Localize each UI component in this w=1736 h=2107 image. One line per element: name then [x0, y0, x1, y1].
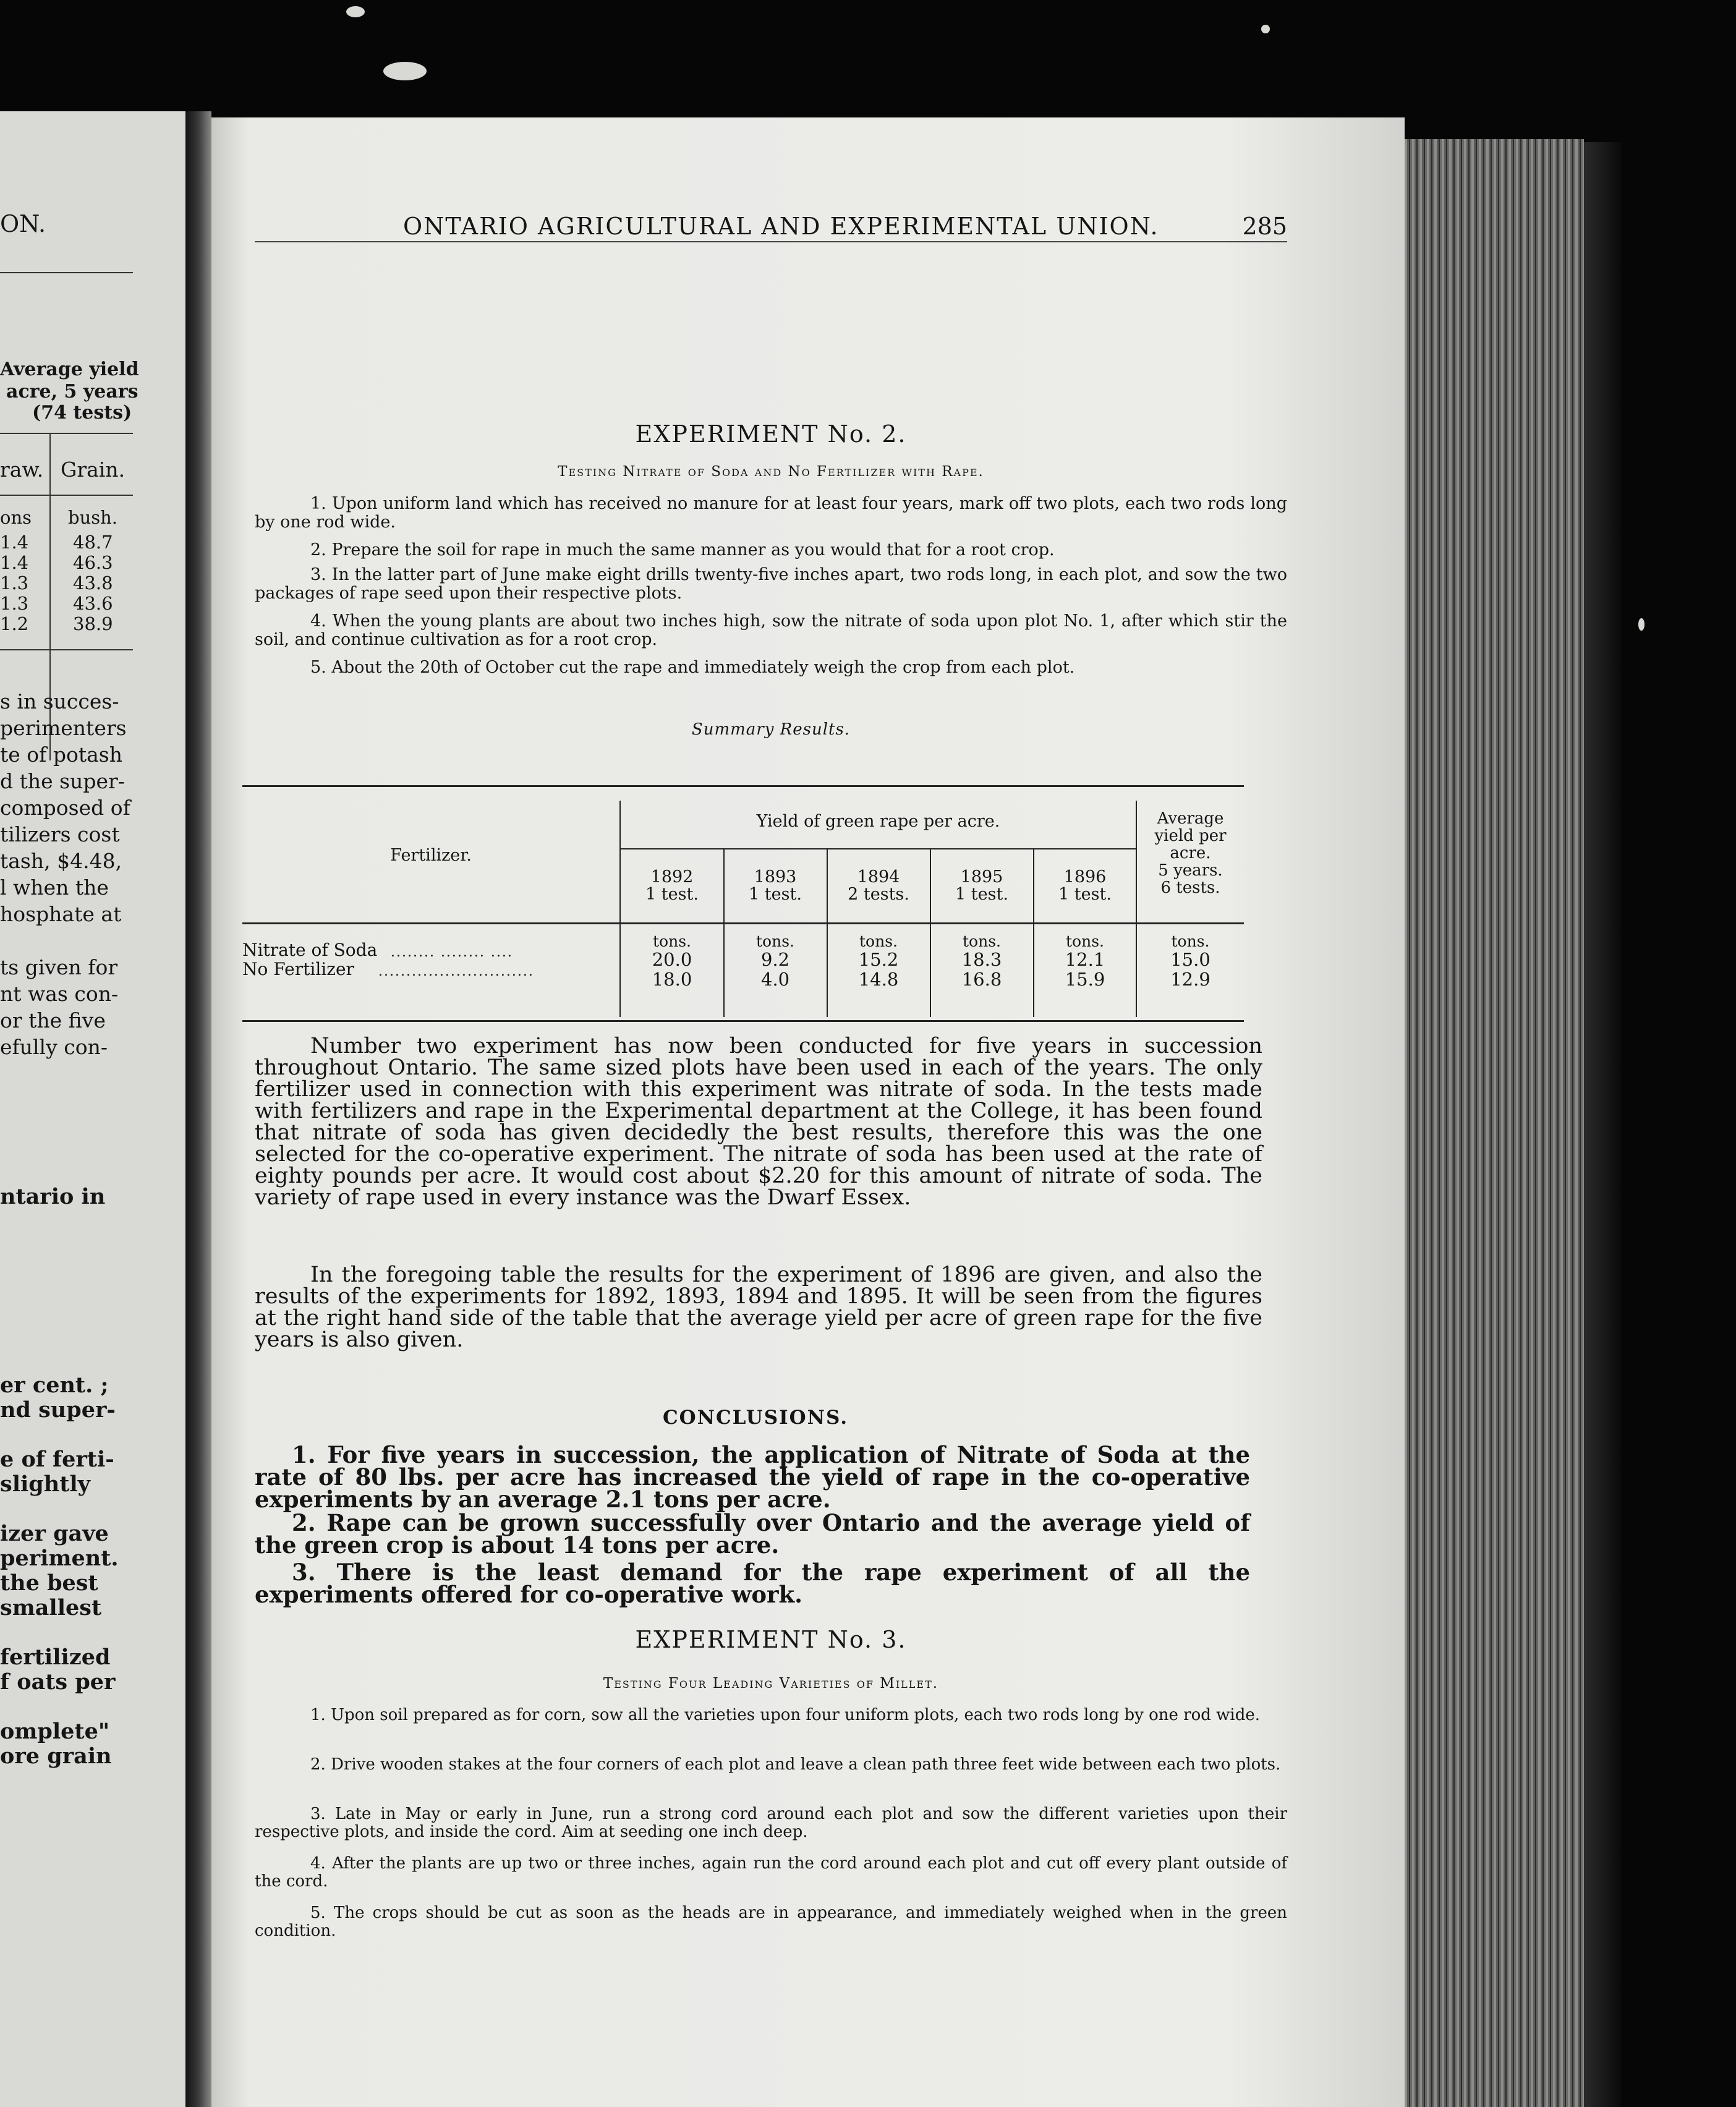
unit-label: tons. — [756, 932, 794, 950]
year-label: 1895 — [960, 867, 1003, 887]
left-table-heading-3: (74 tests) — [32, 402, 132, 424]
cell-value: 12.9 — [1170, 969, 1211, 990]
left-col-grain: Grain. — [61, 458, 126, 482]
body-paragraph: Number two experiment has now been conducted for five years in succession throughout Ontario. The same sized plots have been used in each of the years. The only fertilizer used in connection with this experiment was nitrate of soda. In the tests made with fertilizers and rape in the Experimental department at the College, it has been found that nitrate of soda has given decidedly the best results, therefore this was the one selected for the co-operative experiment. The nitrate of soda has been used at the rate of eighty pounds per acre. It would cost about $2.20 for this amount of nitrate of soda. The variety of rape used in every instance was the Dwarf Essex. — [255, 1034, 1262, 1210]
row-label: No Fertilizer — [242, 959, 354, 979]
experiment-3-step: 3. Late in May or early in June, run a strong cord around each plot and sow the different varieties upon their respective plots, and inside the cord. Aim at seeding one inch deep. — [255, 1805, 1287, 1841]
average-header-line: Average — [1157, 809, 1224, 828]
left-col-straw: raw. — [0, 458, 44, 482]
cell-value: 14.8 — [858, 969, 899, 990]
average-header-line: 6 tests. — [1160, 879, 1220, 897]
conclusion-item: 1. For five years in succession, the application of Nitrate of Soda at the rate of 80 lbs. per acre has increased the yield of rape in the co-operative experiments by an average 2.1 tons per acre. — [255, 1441, 1250, 1513]
left-page-line: ntario in — [0, 1184, 106, 1209]
experiment-2-step: 2. Prepare the soil for rape in much the same manner as you would that for a root crop. — [310, 540, 1055, 560]
background-speck — [1261, 25, 1270, 33]
left-straw-value: 1.3 — [0, 573, 29, 594]
background-speck — [1638, 618, 1645, 631]
leader-dots: ........ ........ .... — [391, 945, 513, 960]
left-units-grain: bush. — [68, 507, 118, 528]
left-page-line: nd super- — [0, 1397, 116, 1423]
average-header-line: yield per — [1154, 827, 1227, 845]
table-cell — [621, 934, 723, 989]
left-straw-value: 1.4 — [0, 532, 29, 553]
left-page-line: efully con- — [0, 1035, 108, 1059]
year-label: 1894 — [857, 867, 900, 887]
left-page-line: er cent. ; — [0, 1373, 109, 1398]
cell-value: 15.2 — [858, 949, 899, 970]
experiment-2-heading: EXPERIMENT No. 2. — [635, 420, 907, 448]
body-paragraph: In the foregoing table the results for the experiment of 1896 are given, and also the results of the experiments for 1892, 1893, 1894 and 1895. It will be seen from the figures at the right hand side of the table that the average yield per acre of green rape for the five years is also given. — [255, 1262, 1262, 1352]
cell-value: 15.0 — [1170, 949, 1211, 970]
experiment-2-step: 1. Upon uniform land which has received no manure for at least four years, mark off two plots, each two rods long by one rod wide. — [255, 494, 1287, 532]
left-page-line: tash, $4.48, — [0, 849, 122, 873]
table-header-rule — [242, 922, 1244, 924]
left-page-line: hosphate at — [0, 902, 122, 926]
conclusion-item: 3. There is the least demand for the rape experiment of all the experiments offered for co-operative work. — [255, 1559, 1250, 1608]
background-speck — [383, 62, 427, 80]
experiment-2-step: 5. About the 20th of October cut the rape and immediately weigh the crop from each plot. — [310, 658, 1075, 677]
left-page-line: ts given for — [0, 955, 118, 979]
cell-value: 18.3 — [961, 949, 1002, 970]
average-header — [1137, 810, 1244, 896]
tests-label: 1 test. — [955, 885, 1008, 904]
left-page-line: composed of — [0, 796, 130, 820]
col-fertilizer-header: Fertilizer. — [390, 846, 472, 865]
left-grain-value: 43.8 — [73, 573, 113, 594]
left-grain-value: 38.9 — [73, 613, 113, 634]
book-page-edges — [1405, 139, 1584, 2107]
table-cell — [724, 934, 827, 989]
unit-label: tons. — [1066, 932, 1104, 950]
year-header — [1034, 869, 1136, 903]
year-label: 1893 — [754, 867, 797, 887]
unit-label: tons. — [653, 932, 691, 950]
book-cover-edge — [1584, 142, 1621, 2107]
left-page-header-rule — [0, 272, 133, 273]
page-number: 285 — [1242, 213, 1287, 240]
experiment-2-step: 3. In the latter part of June make eight drills twenty-five inches apart, two rods long, in each plot, and sow the two packages of rape seed upon their respective plots. — [255, 565, 1287, 603]
left-page-header: ON. — [0, 210, 46, 237]
left-grain-value: 48.7 — [73, 532, 113, 553]
year-header — [621, 869, 723, 903]
main-page — [211, 117, 1405, 2107]
tests-label: 1 test. — [645, 885, 699, 904]
cell-value: 4.0 — [760, 969, 790, 990]
table-cell — [827, 934, 930, 989]
tests-label: 1 test. — [749, 885, 802, 904]
left-grain-value: 43.6 — [73, 593, 113, 614]
left-table-rule — [0, 495, 133, 496]
cell-value: 12.1 — [1065, 949, 1105, 970]
left-page-line: periment. — [0, 1546, 119, 1571]
experiment-3-step: 2. Drive wooden stakes at the four corners of each plot and leave a clean path three feet wide between each two plots. — [310, 1755, 1281, 1774]
left-page-line: s in succes- — [0, 689, 119, 713]
experiment-3-subheading: Testing Four Leading Varieties of Millet. — [603, 1675, 939, 1692]
left-page-line: fertilized — [0, 1645, 111, 1670]
left-table-rule — [0, 433, 133, 434]
left-straw-value: 1.3 — [0, 593, 29, 614]
left-page-line: smallest — [0, 1595, 102, 1620]
year-label: 1892 — [650, 867, 694, 887]
table-cell — [1034, 934, 1136, 989]
summary-table — [242, 785, 1244, 1029]
cell-value: 18.0 — [652, 969, 692, 990]
cell-value: 20.0 — [652, 949, 692, 970]
conclusion-item: 2. Rape can be grown successfully over Ontario and the average yield of the green crop is about 14 tons per acre. — [255, 1509, 1250, 1559]
left-page-line: perimenters — [0, 716, 127, 740]
left-page-line: tilizers cost — [0, 822, 120, 846]
year-header — [724, 869, 827, 903]
experiment-3-step: 4. After the plants are up two or three inches, again run the cord around each plot and cut off every plant outside of the cord. — [255, 1854, 1287, 1891]
experiment-3-heading: EXPERIMENT No. 3. — [635, 1626, 907, 1653]
table-cell — [930, 934, 1033, 989]
table-bottom-rule — [242, 1020, 1244, 1022]
year-label: 1896 — [1063, 867, 1107, 887]
experiment-3-step: 5. The crops should be cut as soon as the heads are in appearance, and immediately weighed when in the green condition. — [255, 1904, 1287, 1940]
left-page-line: nt was con- — [0, 982, 119, 1006]
left-page-line: d the super- — [0, 769, 125, 793]
left-page-line: slightly — [0, 1471, 91, 1497]
year-header — [930, 869, 1033, 903]
unit-label: tons. — [963, 932, 1001, 950]
average-header-line: acre. — [1170, 844, 1211, 862]
left-page-line: izer gave — [0, 1521, 109, 1546]
experiment-2-step: 4. When the young plants are about two inches high, sow the nitrate of soda upon plot No. 1, after which stir the soil, and continue cultivation as for a root crop. — [255, 611, 1287, 649]
unit-label: tons. — [1171, 932, 1210, 950]
left-page-line: ore grain — [0, 1743, 112, 1769]
left-units-straw: ons — [0, 507, 32, 528]
left-page-line: e of ferti- — [0, 1447, 114, 1472]
left-straw-value: 1.4 — [0, 552, 29, 573]
running-head-title: ONTARIO AGRICULTURAL AND EXPERIMENTAL UNION. — [403, 213, 1159, 240]
cell-value: 15.9 — [1065, 969, 1105, 990]
left-page-line: l when the — [0, 875, 109, 900]
tests-label: 1 test. — [1058, 885, 1112, 904]
leader-dots: ............................ — [378, 964, 534, 979]
left-page-line: f oats per — [0, 1669, 116, 1695]
experiment-2-subheading: Testing Nitrate of Soda and No Fertilizer with Rape. — [558, 464, 984, 480]
left-table-heading-1: Average yield — [0, 359, 139, 380]
row-label: Nitrate of Soda — [242, 940, 378, 960]
experiment-3-step: 1. Upon soil prepared as for corn, sow all the varieties upon four uniform plots, each two rods long by one rod wide. — [310, 1706, 1261, 1724]
conclusions-heading: CONCLUSIONS. — [662, 1407, 849, 1429]
left-page-line: te of potash — [0, 743, 122, 767]
running-head — [255, 210, 1287, 242]
summary-title: Summary Results. — [691, 720, 851, 739]
tests-label: 2 tests. — [848, 885, 909, 904]
cell-value: 16.8 — [961, 969, 1002, 990]
yield-group-header: Yield of green rape per acre. — [756, 812, 1000, 831]
table-cell-average — [1137, 934, 1244, 989]
unit-label: tons. — [859, 932, 898, 950]
left-table-heading-2: acre, 5 years — [6, 381, 138, 402]
year-header — [827, 869, 930, 903]
left-page-fragment — [0, 111, 185, 2107]
left-page-line: or the five — [0, 1008, 106, 1032]
left-page-line: omplete" — [0, 1719, 110, 1744]
left-table-rule — [0, 649, 133, 650]
cell-value: 9.2 — [760, 949, 790, 970]
book-gutter — [185, 111, 211, 2107]
left-grain-value: 46.3 — [73, 552, 113, 573]
background-speck — [346, 6, 365, 17]
average-header-line: 5 years. — [1158, 861, 1223, 880]
table-group-rule — [621, 848, 1136, 849]
left-page-line: the best — [0, 1570, 98, 1596]
table-top-rule — [242, 785, 1244, 787]
left-straw-value: 1.2 — [0, 613, 29, 634]
